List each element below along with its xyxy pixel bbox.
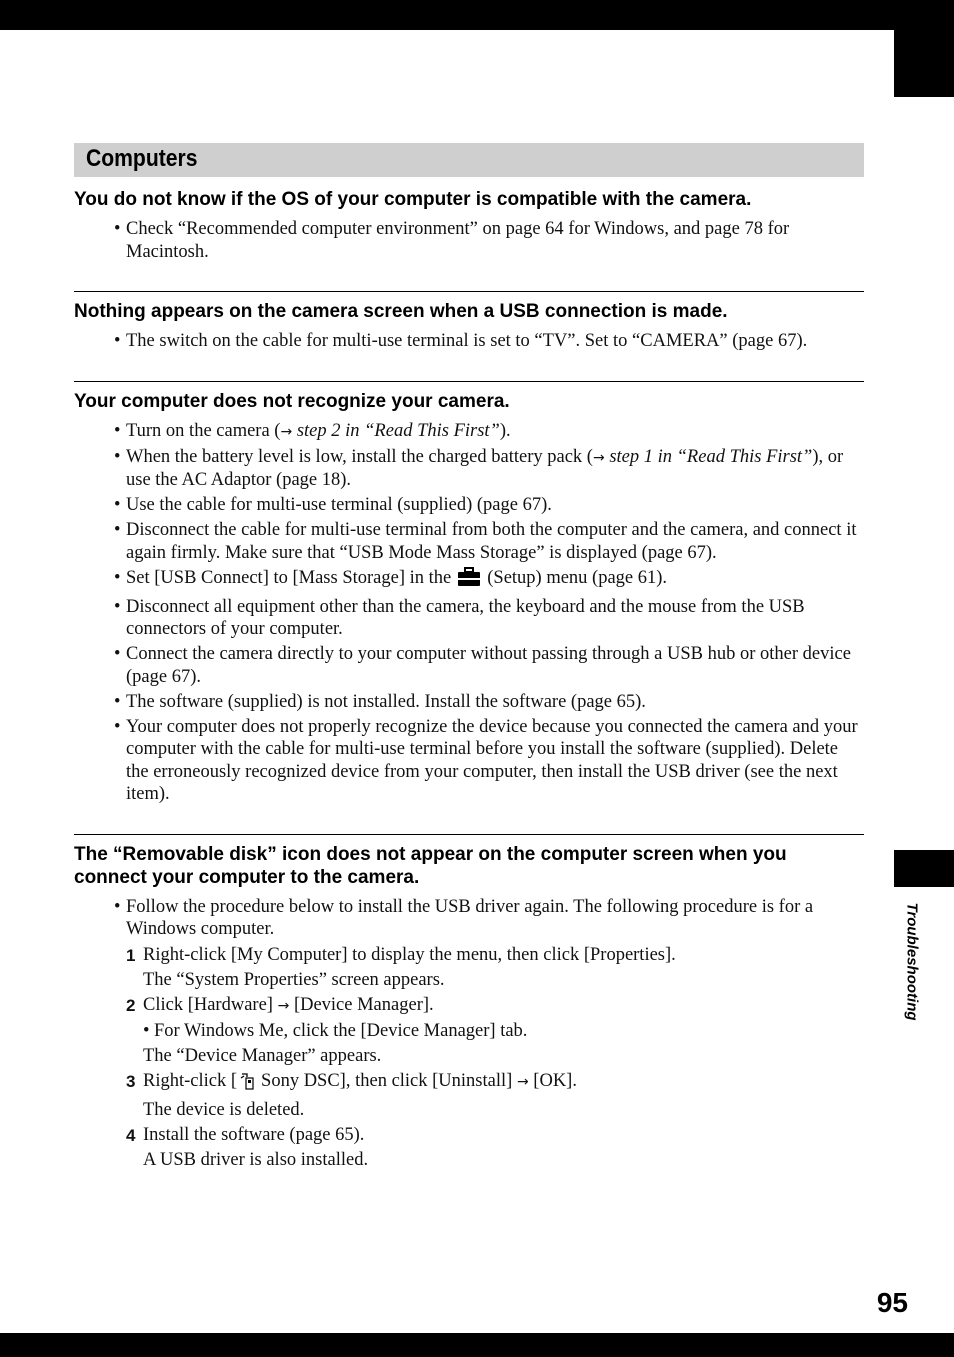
procedure-steps bbox=[74, 943, 864, 1173]
list-item: • Your computer does not properly recognize the device because you connected the camera and your computer with the cable for multi-use terminal before you install the software (supplied). Delete the erroneously recognized device from your computer, then install the USB driver (see the next item). bbox=[126, 716, 864, 806]
list-item bbox=[126, 420, 864, 444]
arrow-right-icon: → bbox=[592, 449, 605, 466]
cross-reference: step 2 in “Read This First” bbox=[292, 420, 500, 441]
list-item: • Use the cable for multi-use terminal (supplied) (page 67). bbox=[126, 494, 864, 517]
step-number: 3 bbox=[126, 1072, 136, 1091]
q1-title: You do not know if the OS of your computer is compatible with the camera. bbox=[74, 189, 752, 210]
q2-block bbox=[74, 300, 864, 353]
q2-bullets bbox=[74, 330, 864, 353]
list-item: • The software (supplied) is not installed. Install the software (page 65). bbox=[126, 691, 864, 714]
q1-block bbox=[74, 188, 864, 263]
usb-device-icon bbox=[239, 1072, 257, 1098]
step-number: 4 bbox=[126, 1126, 136, 1145]
list-item: • Check “Recommended computer environment” on page 64 for Windows, and page 78 for Macintosh. bbox=[126, 218, 864, 263]
step-3 bbox=[126, 1069, 864, 1123]
step-note: The device is deleted. bbox=[143, 1100, 305, 1120]
step-text bbox=[143, 1069, 864, 1098]
list-item bbox=[126, 567, 864, 594]
text: ). bbox=[499, 420, 511, 441]
q3-bullets bbox=[74, 420, 864, 806]
step-text: Right-click [My Computer] to display the menu, then click [Properties]. bbox=[143, 945, 676, 965]
step-2 bbox=[126, 993, 864, 1069]
text: Sony DSC], then click [Uninstall] bbox=[261, 1071, 517, 1091]
text: When the battery level is low, install the charged battery pack ( bbox=[126, 446, 593, 467]
text: Set [USB Connect] to [Mass Storage] in the bbox=[126, 567, 452, 588]
cross-reference: step 1 in “Read This First” bbox=[604, 446, 813, 467]
step-4 bbox=[126, 1123, 864, 1173]
text: (Setup) menu (page 61). bbox=[487, 567, 668, 588]
arrow-right-icon: → bbox=[277, 998, 290, 1014]
list-item: • Disconnect the cable for multi-use terminal from both the computer and the camera, and connect it again firmly. Make sure that “USB Mode Mass Storage” is displayed (page 67). bbox=[126, 519, 864, 564]
q3-block bbox=[74, 390, 864, 806]
top-bar bbox=[0, 0, 954, 30]
bottom-bar bbox=[0, 1333, 954, 1357]
step-number: 1 bbox=[126, 946, 136, 965]
q1-bullets bbox=[74, 218, 864, 263]
step-subbullet: • For Windows Me, click the [Device Manager] tab. bbox=[143, 1019, 864, 1044]
section-title: Computers bbox=[86, 145, 198, 172]
arrow-right-icon: → bbox=[280, 423, 293, 440]
step-note: The “System Properties” screen appears. bbox=[143, 970, 445, 990]
text: Click [Hardware] bbox=[143, 995, 278, 1015]
list-item bbox=[126, 446, 864, 492]
list-item: • Connect the camera directly to your computer without passing through a USB hub or other device (page 67). bbox=[126, 643, 864, 688]
arrow-right-icon: → bbox=[516, 1074, 529, 1090]
q3-title: Your computer does not recognize your camera. bbox=[74, 390, 510, 412]
step-note: A USB driver is also installed. bbox=[143, 1150, 369, 1170]
divider bbox=[74, 834, 864, 835]
side-tab-marker bbox=[894, 850, 954, 887]
text: [Device Manager]. bbox=[289, 995, 434, 1015]
step-text bbox=[143, 993, 864, 1019]
q2-title: Nothing appears on the camera screen when a USB connection is made. bbox=[74, 301, 728, 322]
side-tab-text: Troubleshooting bbox=[903, 902, 921, 1021]
content bbox=[74, 188, 864, 1173]
divider bbox=[74, 291, 864, 292]
list-item: • The switch on the cable for multi-use terminal is set to “TV”. Set to “CAMERA” (page 67). bbox=[126, 330, 864, 353]
q4-bullets bbox=[74, 896, 864, 941]
toolbox-icon bbox=[457, 567, 481, 594]
section-header bbox=[74, 143, 864, 177]
step-1 bbox=[126, 943, 864, 993]
page-number: 95 bbox=[876, 1287, 908, 1318]
text: Right-click [ bbox=[143, 1071, 238, 1091]
step-number: 2 bbox=[126, 996, 136, 1015]
text: Turn on the camera ( bbox=[126, 420, 281, 441]
corner-tab bbox=[894, 30, 954, 97]
step-note: The “Device Manager” appears. bbox=[143, 1046, 382, 1066]
text: ), or use the AC Adaptor (page 18). bbox=[126, 446, 844, 490]
q4-block bbox=[74, 843, 864, 1174]
step-text: Install the software (page 65). bbox=[143, 1125, 365, 1145]
divider bbox=[74, 381, 864, 382]
list-item: • Disconnect all equipment other than the camera, the keyboard and the mouse from the USB connectors of your computer. bbox=[126, 596, 864, 641]
text: [OK]. bbox=[528, 1071, 577, 1091]
q4-title: The “Removable disk” icon does not appear on the computer screen when you connect your computer to the camera. bbox=[74, 843, 787, 888]
list-item: • Follow the procedure below to install the USB driver again. The following procedure is for a Windows computer. bbox=[126, 896, 864, 941]
